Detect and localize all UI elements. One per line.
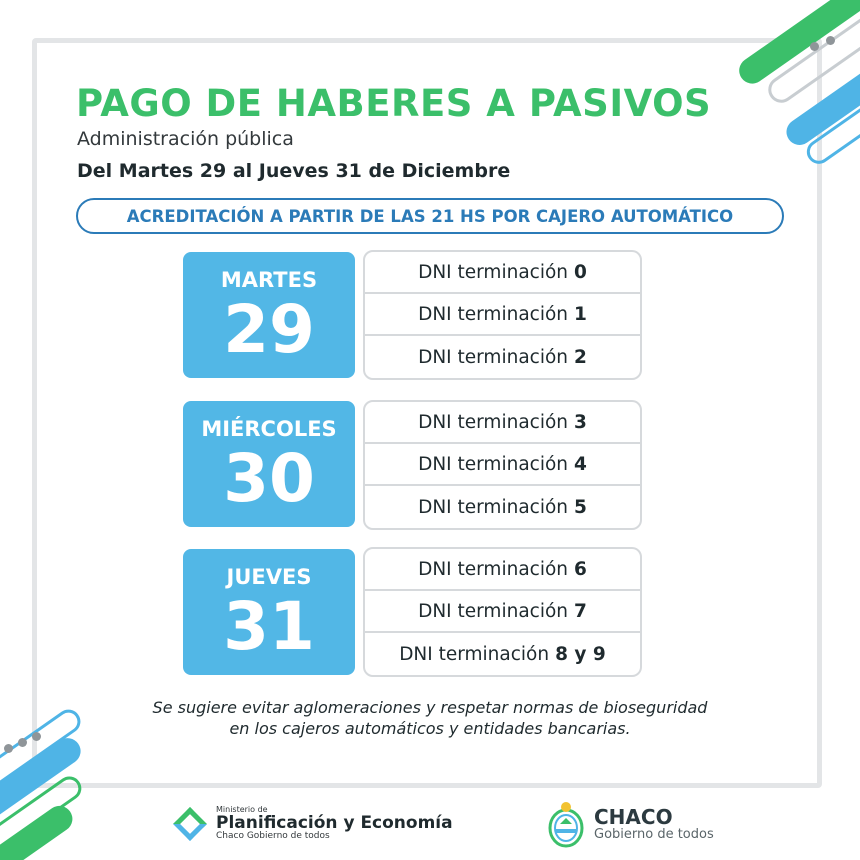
day-name: JUEVES <box>226 565 312 589</box>
dni-digit: 1 <box>574 303 587 325</box>
ministry-small-label: Ministerio de <box>216 805 268 815</box>
dni-list-martes <box>363 250 642 380</box>
day-number: 31 <box>223 588 315 665</box>
dni-digit: 4 <box>574 453 587 475</box>
day-name: MARTES <box>220 268 318 292</box>
dni-row <box>365 252 640 294</box>
day-number: 29 <box>223 291 315 368</box>
dni-row <box>365 591 640 633</box>
dni-digit: 0 <box>574 261 587 283</box>
dni-label: DNI terminación <box>418 600 569 622</box>
chaco-tagline: Gobierno de todos <box>594 826 714 842</box>
dni-digit: 6 <box>574 558 587 580</box>
dni-row <box>365 336 640 378</box>
dni-label: DNI terminación <box>418 346 569 368</box>
dni-row <box>365 633 640 675</box>
dni-label: DNI terminación <box>418 261 569 283</box>
ministry-tagline: Chaco Gobierno de todos <box>216 831 330 842</box>
day-number: 30 <box>223 440 315 517</box>
dni-label: DNI terminación <box>418 496 569 518</box>
dni-list-jueves <box>363 547 642 677</box>
dni-row <box>365 444 640 486</box>
dni-row <box>365 402 640 444</box>
diamond-logo-icon <box>172 806 208 842</box>
day-card-jueves <box>183 549 355 675</box>
dni-label: DNI terminación <box>418 453 569 475</box>
dni-row <box>365 549 640 591</box>
ministry-name: Planificación y Economía <box>216 812 453 833</box>
chaco-seal-icon <box>546 800 586 848</box>
chaco-name: CHACO <box>594 804 673 829</box>
date-range: Del Martes 29 al Jueves 31 de Diciembre <box>77 160 511 182</box>
dni-label: DNI terminación <box>418 303 569 325</box>
dni-row <box>365 486 640 528</box>
dni-digit: 5 <box>574 496 587 518</box>
day-name: MIÉRCOLES <box>201 417 337 441</box>
biosecurity-note: Se sugiere evitar aglomeraciones y respetar normas de bioseguridad en los cajeros automáticos y entidades bancarias. <box>152 698 708 738</box>
banner-text: ACREDITACIÓN A PARTIR DE LAS 21 HS POR CAJERO AUTOMÁTICO <box>126 206 734 226</box>
dni-digit: 3 <box>574 411 587 433</box>
dni-list-miercoles <box>363 400 642 530</box>
day-card-miercoles <box>183 401 355 527</box>
dni-label: DNI terminación <box>418 411 569 433</box>
dni-row <box>365 294 640 336</box>
chaco-logo <box>546 800 714 848</box>
dni-label: DNI terminación <box>418 558 569 580</box>
dni-digit: 7 <box>574 600 587 622</box>
page-title: PAGO DE HABERES A PASIVOS <box>76 82 712 125</box>
accreditation-banner <box>76 198 784 234</box>
page-subtitle: Administración pública <box>77 128 294 150</box>
dni-label: DNI terminación <box>399 643 550 665</box>
day-card-martes <box>183 252 355 378</box>
ministry-logo <box>172 806 453 842</box>
dni-digit: 2 <box>574 346 587 368</box>
dni-digit: 8 y 9 <box>555 643 606 665</box>
